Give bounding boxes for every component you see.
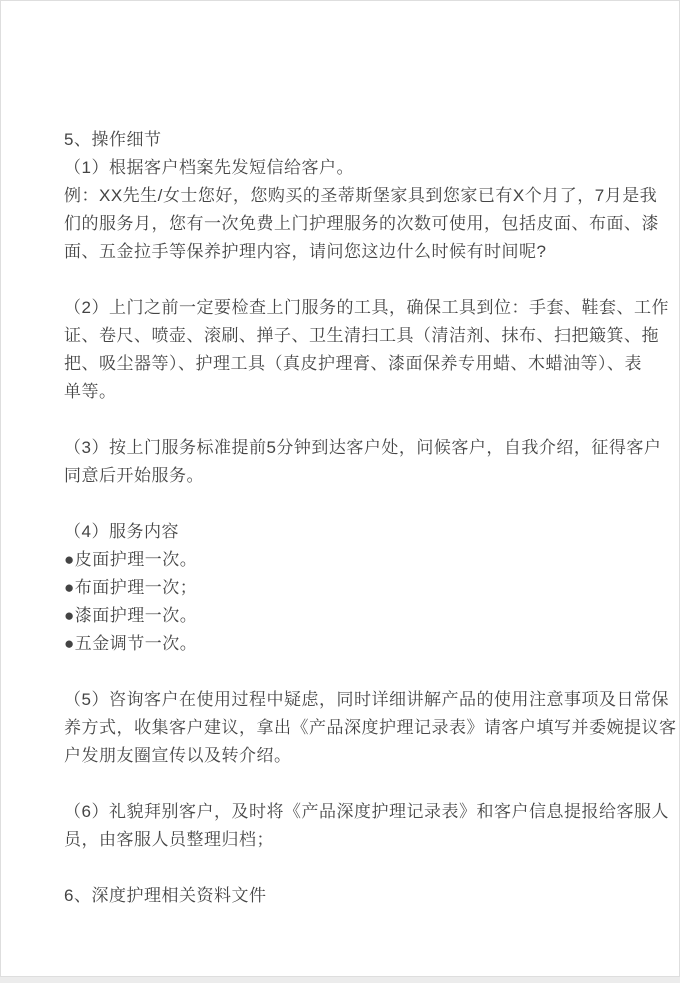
item-5-paragraph (64, 686, 677, 770)
item-6-line-2: 员，由客服人员整理归档； (64, 830, 274, 849)
bullet-paint-care: ●漆面护理一次。 (64, 606, 198, 625)
section-6-heading-block (64, 882, 639, 910)
item-4-heading: （4）服务内容 (64, 522, 179, 541)
section-5-heading: 5、操作细节 (64, 130, 162, 149)
item-2-line-3: 把、吸尘器等）、护理工具（真皮护理膏、漆面保养专用蜡、木蜡油等）、表 (64, 354, 642, 373)
item-4-service-content (64, 518, 639, 658)
item-5-line-2: 养方式，收集客户建议，拿出《产品深度护理记录表》请客户填写并委婉提议客 (64, 718, 677, 737)
item-2-paragraph (64, 294, 669, 406)
example-sms-line-1: 例：XX先生/女士您好，您购买的圣蒂斯堡家具到您家已有X个月了，7月是我 (64, 186, 658, 205)
item-2-line-2: 证、卷尺、喷壶、滚刷、掸子、卫生清扫工具（清洁剂、抹布、扫把簸箕、拖 (64, 326, 659, 345)
item-6-line-1: （6）礼貌拜别客户，及时将《产品深度护理记录表》和客户信息提报给客服人 (64, 802, 669, 821)
item-1-line: （1）根据客户档案先发短信给客户。 (64, 158, 354, 177)
example-sms-line-2: 们的服务月，您有一次免费上门护理服务的次数可使用，包括皮面、布面、漆 (64, 214, 659, 233)
example-sms-line-3: 面、五金拉手等保养护理内容，请问您这边什么时候有时间呢? (64, 242, 547, 261)
item-6-paragraph (64, 798, 669, 854)
section-5-operation-details (64, 126, 659, 266)
item-2-line-4: 单等。 (64, 382, 117, 401)
item-5-line-1: （5）咨询客户在使用过程中疑虑，同时详细讲解产品的使用注意事项及日常保 (64, 690, 669, 709)
item-2-line-1: （2）上门之前一定要检查上门服务的工具，确保工具到位：手套、鞋套、工作 (64, 298, 669, 317)
item-5-line-3: 户发朋友圈宣传以及转介绍。 (64, 746, 292, 765)
bullet-hardware-adjust: ●五金调节一次。 (64, 634, 198, 653)
bullet-fabric-care: ●布面护理一次； (64, 578, 198, 597)
section-6-heading: 6、深度护理相关资料文件 (64, 886, 267, 905)
item-3-line-1: （3）按上门服务标准提前5分钟到达客户处，问候客户，自我介绍，征得客户 (64, 438, 662, 457)
document-content (1, 1, 679, 910)
item-3-paragraph (64, 434, 662, 490)
item-3-line-2: 同意后开始服务。 (64, 466, 204, 485)
bullet-leather-care: ●皮面护理一次。 (64, 550, 198, 569)
